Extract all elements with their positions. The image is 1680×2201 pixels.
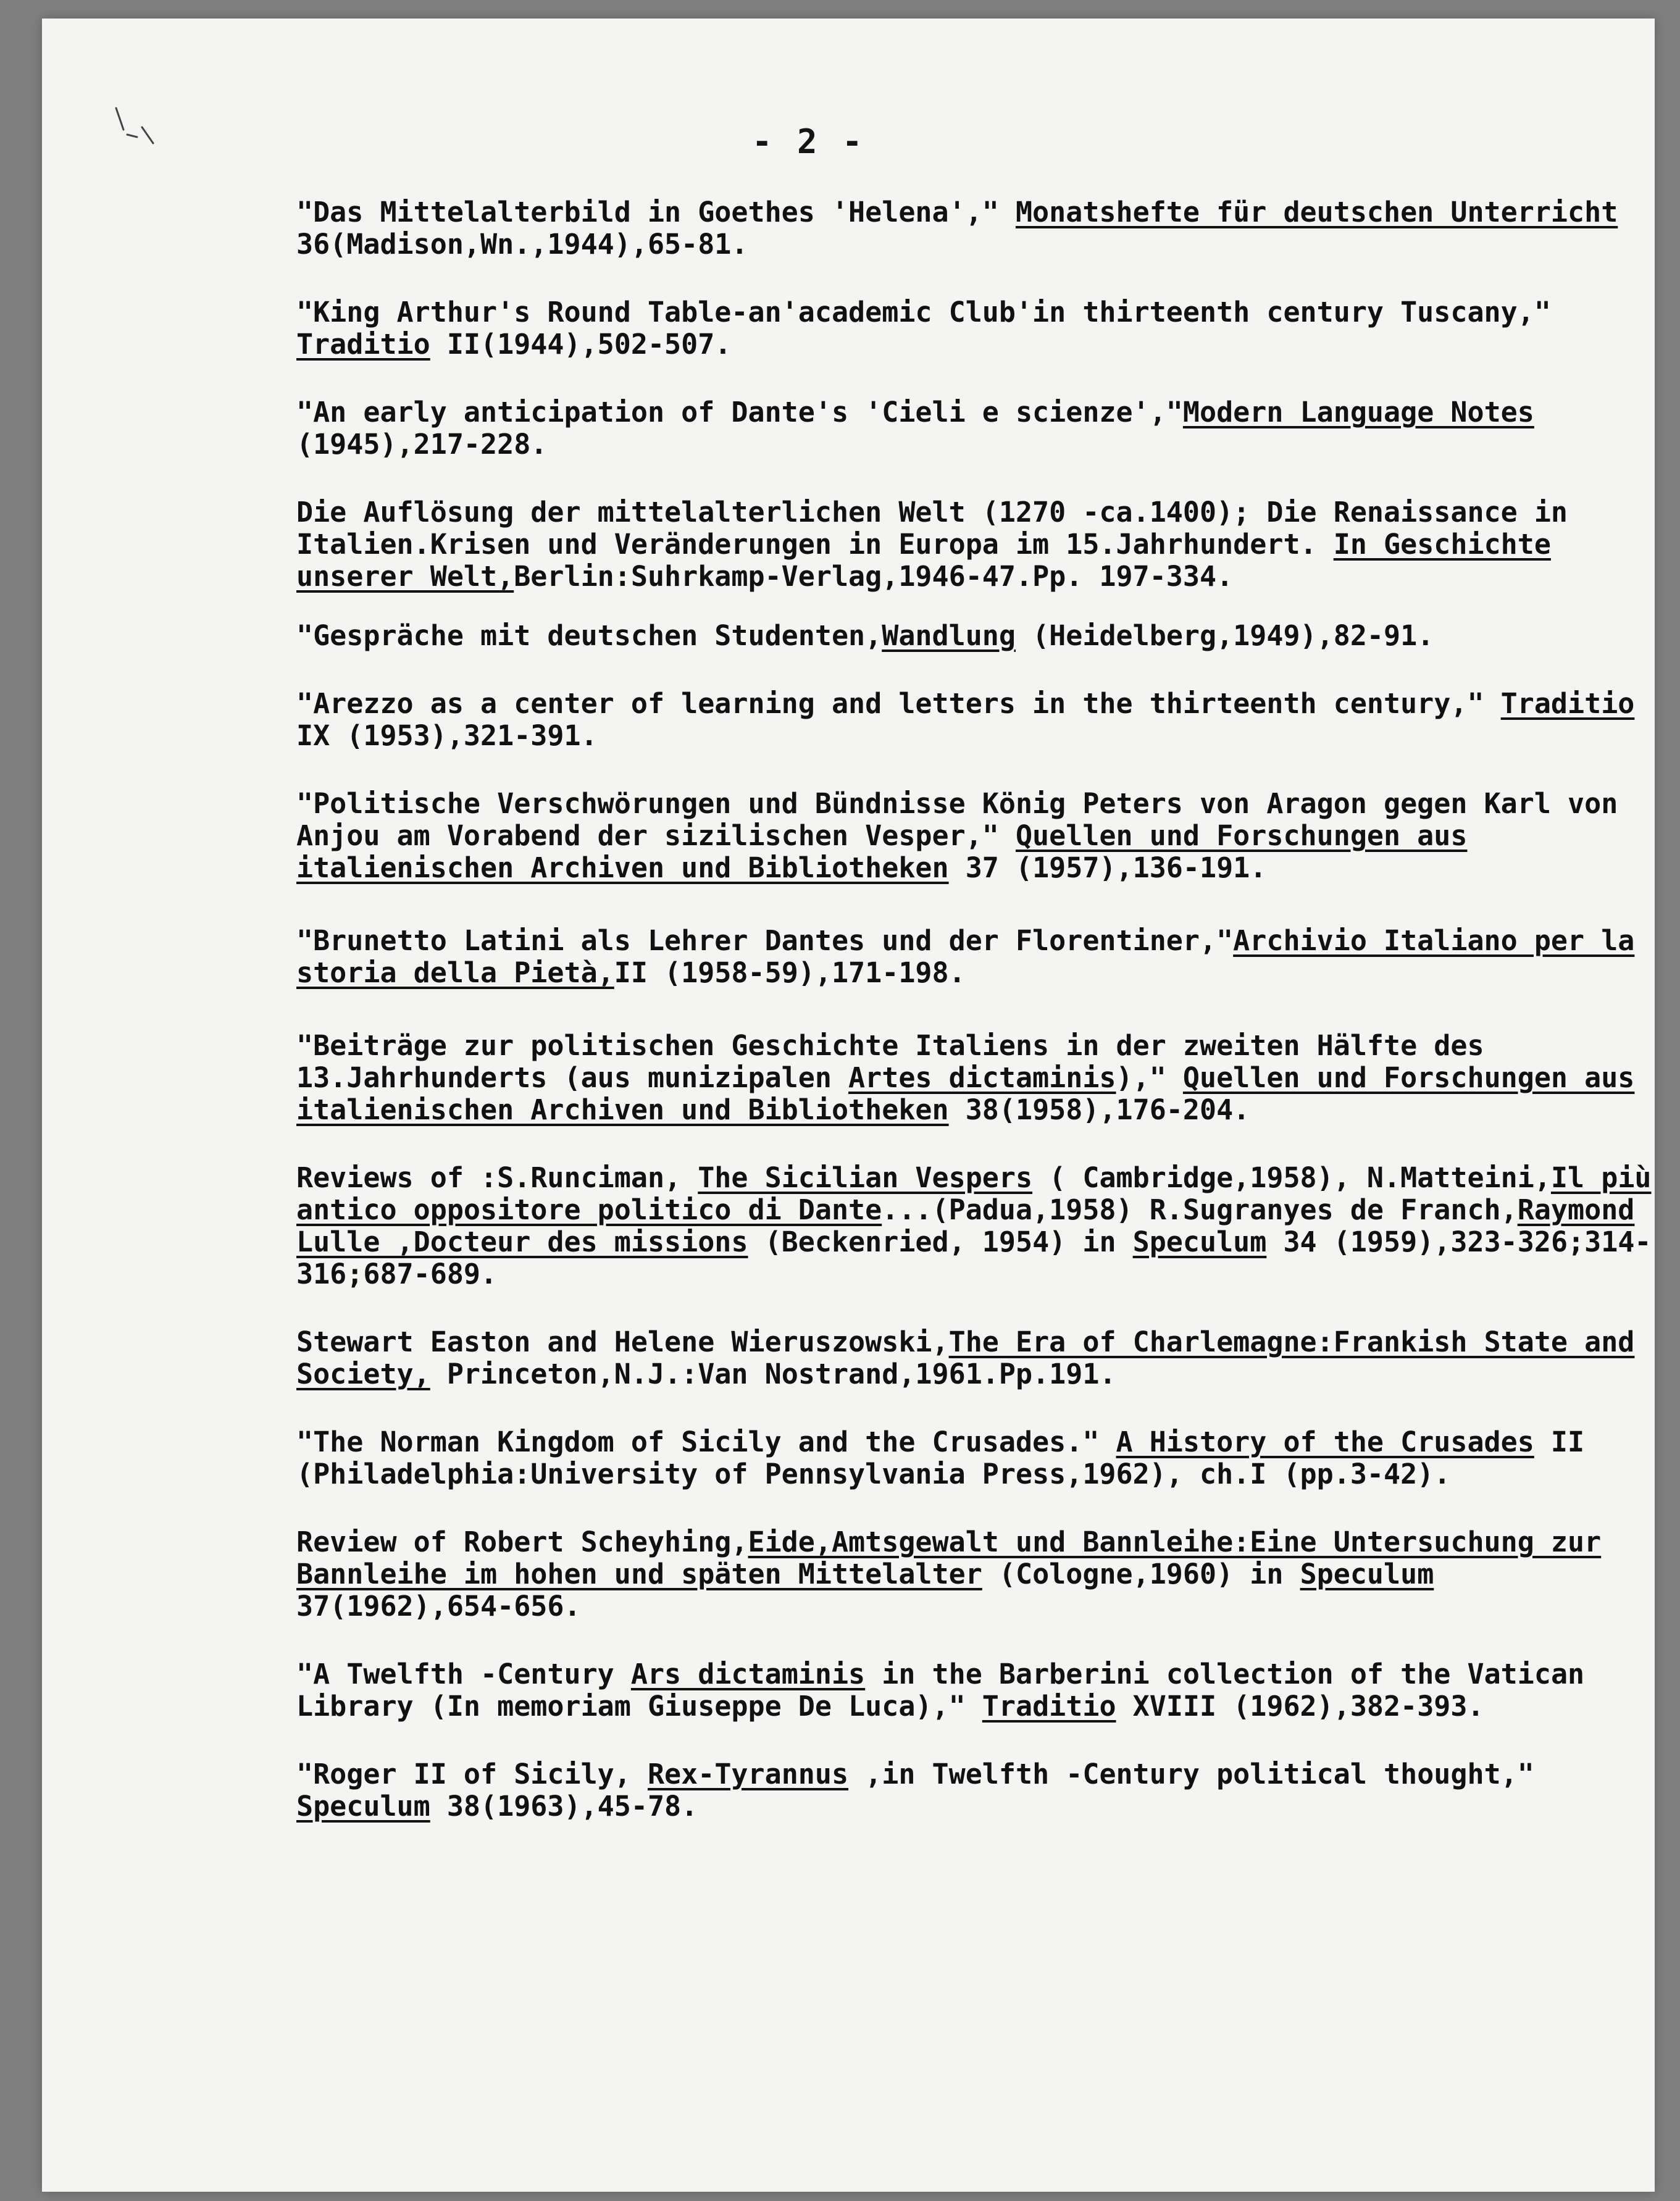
citation-text: (Heidelberg,1949),82-91.: [1015, 619, 1434, 652]
underlined-title: Speculum: [1132, 1226, 1267, 1258]
citation-text: Reviews of :S.Runciman,: [296, 1161, 698, 1194]
underlined-title: Speculum: [296, 1790, 430, 1823]
citation-text: ( Cambridge,1958), N.Matteini,: [1032, 1161, 1551, 1194]
citation-text: ,in Twelfth -Century political thought,": [848, 1758, 1534, 1790]
citation-text: 38(1958),176-204.: [948, 1093, 1250, 1126]
citation-text: 37 (1957),136-191.: [948, 851, 1267, 884]
citation-text: "A Twelfth -Century: [296, 1658, 631, 1690]
bibliography-list: [296, 196, 1667, 1858]
underlined-title: Monatshefte für deutschen Unterricht: [1015, 196, 1618, 228]
citation-text: (Beckenried, 1954) in: [748, 1226, 1133, 1258]
citation-text: ...(Padua,1958) R.Sugranyes de Franch,: [882, 1193, 1518, 1226]
citation-text: Review of Robert Scheyhing,: [296, 1526, 748, 1558]
citation-text: 38(1963),45-78.: [430, 1790, 698, 1823]
bibliography-entry: [296, 396, 1667, 461]
bibliography-entry: [296, 1030, 1667, 1126]
bibliography-entry: [296, 620, 1667, 652]
bibliography-entry: [296, 1326, 1667, 1390]
citation-text: in the Barberini collection of the Vatican Library (In memoriam Giuseppe De Luca),": [296, 1658, 1585, 1723]
citation-text: IX (1953),321-391.: [296, 719, 598, 752]
citation-text: "Gespräche mit deutschen Studenten,: [296, 619, 882, 652]
underlined-title: In Geschichte unserer Welt,: [296, 528, 1551, 593]
bibliography-entry: [296, 196, 1667, 261]
underlined-title: Raymond Lulle ,Docteur des missions: [296, 1193, 1635, 1258]
citation-text: Die Auflösung der mittelalterlichen Welt (1270 -ca.1400); Die Renaissance in Italien.Krisen und Veränderungen in Europa im 15.Jahrhundert.: [296, 496, 1568, 561]
underlined-title: The Era of Charlemagne:Frankish State and Society,: [296, 1326, 1635, 1390]
underlined-title: Traditio: [296, 328, 430, 361]
citation-text: (Cologne,1960) in: [982, 1558, 1300, 1590]
underlined-title: Eide,Amtsgewalt und Bannleihe:Eine Untersuchung zur Bannleihe im hohen und späten Mittelalter: [296, 1526, 1602, 1590]
citation-text: "King Arthur's Round Table-an'academic Club'in thirteenth century Tuscany,": [296, 296, 1551, 328]
bibliography-entry: [296, 925, 1667, 989]
underlined-title: Il più antico oppositore politico di Dante: [296, 1161, 1652, 1226]
citation-text: II (Philadelphia:University of Pennsylvania Press,1962), ch.I (pp.3-42).: [296, 1426, 1585, 1490]
underlined-title: The Sicilian Vespers: [698, 1161, 1033, 1194]
underlined-title: A History of the Crusades: [1116, 1426, 1534, 1458]
underlined-title: Traditio: [1500, 687, 1635, 720]
citation-text: "Das Mittelalterbild in Goethes 'Helena',": [296, 196, 1016, 228]
citation-text: "An early anticipation of Dante's 'Cieli e scienze',": [296, 396, 1183, 428]
citation-text: "Beiträge zur politischen Geschichte Italiens in der zweiten Hälfte des 13.Jahrhunderts (aus munizipalen: [296, 1029, 1484, 1094]
citation-text: 34 (1959),323-326;314-316;687-689.: [296, 1226, 1652, 1290]
bibliography-entry: [296, 1758, 1667, 1823]
citation-text: "The Norman Kingdom of Sicily and the Crusades.": [296, 1426, 1116, 1458]
document-page: [42, 19, 1655, 2192]
citation-text: "Brunetto Latini als Lehrer Dantes und der Florentiner,": [296, 924, 1234, 957]
citation-text: XVIII (1962),382-393.: [1116, 1690, 1484, 1723]
bibliography-entry: [296, 1526, 1667, 1623]
underlined-title: Traditio: [982, 1690, 1116, 1723]
bibliography-entry: [296, 788, 1667, 884]
underlined-title: Wandlung: [882, 619, 1016, 652]
bibliography-entry: [296, 688, 1667, 752]
underlined-title: Speculum: [1300, 1558, 1434, 1590]
bibliography-entry: [296, 1426, 1667, 1490]
citation-text: Stewart Easton and Helene Wieruszowski,: [296, 1326, 949, 1358]
citation-text: Princeton,N.J.:Van Nostrand,1961.Pp.191.: [430, 1358, 1116, 1390]
underlined-title: Archivio Italiano per la storia della Pietà,: [296, 924, 1635, 989]
citation-text: (1945),217-228.: [296, 428, 548, 461]
citation-text: ),": [1116, 1061, 1183, 1094]
margin-scratch-mark: [110, 105, 165, 161]
bibliography-entry: [296, 296, 1667, 361]
bibliography-entry: [296, 1162, 1667, 1290]
citation-text: "Politische Verschwörungen und Bündnisse König Peters von Aragon gegen Karl von Anjou am Vorabend der sizilischen Vesper,": [296, 787, 1618, 852]
citation-text: 36(Madison,Wn.,1944),65-81.: [296, 228, 748, 261]
underlined-title: Rex-Tyrannus: [647, 1758, 849, 1790]
underlined-title: Quellen und Forschungen aus italienischen Archiven und Bibliotheken: [296, 1061, 1635, 1126]
citation-text: II(1944),502-507.: [430, 328, 732, 361]
citation-text: II (1958-59),171-198.: [614, 956, 966, 989]
citation-text: "Roger II of Sicily,: [296, 1758, 648, 1790]
citation-text: "Arezzo as a center of learning and letters in the thirteenth century,": [296, 687, 1501, 720]
underlined-title: Quellen und Forschungen aus italienischen Archiven und Bibliotheken: [296, 819, 1468, 884]
citation-text: Berlin:Suhrkamp-Verlag,1946-47.Pp. 197-334.: [514, 560, 1234, 593]
underlined-title: Ars dictaminis: [630, 1658, 866, 1690]
citation-text: 37(1962),654-656.: [296, 1590, 581, 1623]
page-number: - 2 -: [752, 122, 865, 161]
underlined-title: Modern Language Notes: [1182, 396, 1534, 428]
bibliography-entry: [296, 496, 1667, 593]
underlined-title: Artes dictaminis: [848, 1061, 1116, 1094]
bibliography-entry: [296, 1658, 1667, 1723]
